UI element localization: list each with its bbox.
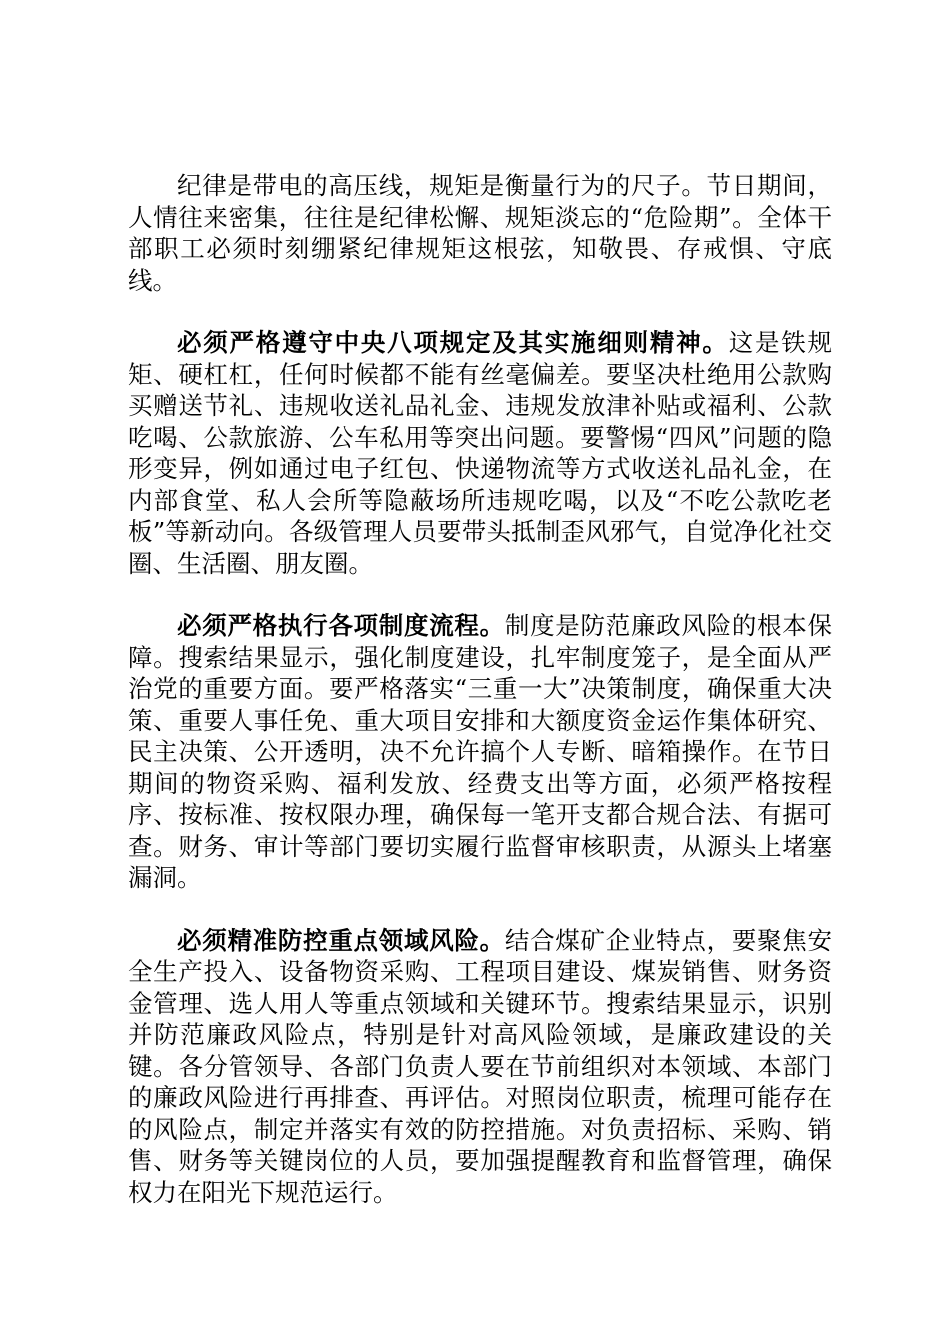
- paragraph-body: 制度是防范廉政风险的根本保障。搜索结果显示，强化制度建设，扎牢制度笼子，是全面从严治党的重要方面。要严格落实“三重一大”决策制度，确保重大决策、重要人事任免、重大项目安排和大额度资金运作集体研究、民主决策、公开透明，决不允许搞个人专断、暗箱操作。在节日期间的物资采购、福利发放、经费支出等方面，必须严格按程序、按标准、按权限办理，确保每一笔开支都合规合法、有据可查。财务、审计等部门要切实履行监督审核职责，从源头上堵塞漏洞。: [128, 611, 832, 892]
- paragraph-body: 结合煤矿企业特点，要聚焦安全生产投入、设备物资采购、工程项目建设、煤炭销售、财务资金管理、选人用人等重点领域和关键环节。搜索结果显示，识别并防范廉政风险点，特别是针对高风险领域，是廉政建设的关键。各分管领导、各部门负责人要在节前组织对本领域、本部门的廉政风险进行再排查、再评估。对照岗位职责，梳理可能存在的风险点，制定并落实有效的防控措施。对负责招标、采购、销售、财务等关键岗位的人员，要加强提醒教育和监督管理，确保权力在阳光下规范运行。: [128, 925, 832, 1207]
- paragraph-risk-control: [128, 925, 832, 1209]
- document-page: [128, 170, 832, 1239]
- paragraph-eight-rules: [128, 327, 832, 579]
- paragraph-system-process: [128, 610, 832, 894]
- paragraph-heading: 必须严格执行各项制度流程。: [177, 611, 505, 640]
- paragraph-heading: 必须精准防控重点领域风险。: [177, 925, 505, 955]
- paragraph-intro: [128, 170, 832, 296]
- paragraph-body: 纪律是带电的高压线，规矩是衡量行为的尺子。节日期间，人情往来密集，往往是纪律松懈、规矩淡忘的“危险期”。全体干部职工必须时刻绷紧纪律规矩这根弦，知敬畏、存戒惧、守底线。: [128, 171, 832, 295]
- paragraph-body: 这是铁规矩、硬杠杠，任何时候都不能有丝毫偏差。要坚决杜绝用公款购买赠送节礼、违规收送礼品礼金、违规发放津补贴或福利、公款吃喝、公款旅游、公车私用等突出问题。要警惕“四风”问题的隐形变异，例如通过电子红包、快递物流等方式收送礼品礼金，在内部食堂、私人会所等隐蔽场所违规吃喝，以及“不吃公款吃老板”等新动向。各级管理人员要带头抵制歪风邪气，自觉净化社交圈、生活圈、朋友圈。: [128, 328, 832, 578]
- paragraph-heading: 必须严格遵守中央八项规定及其实施细则精神。: [177, 328, 729, 357]
